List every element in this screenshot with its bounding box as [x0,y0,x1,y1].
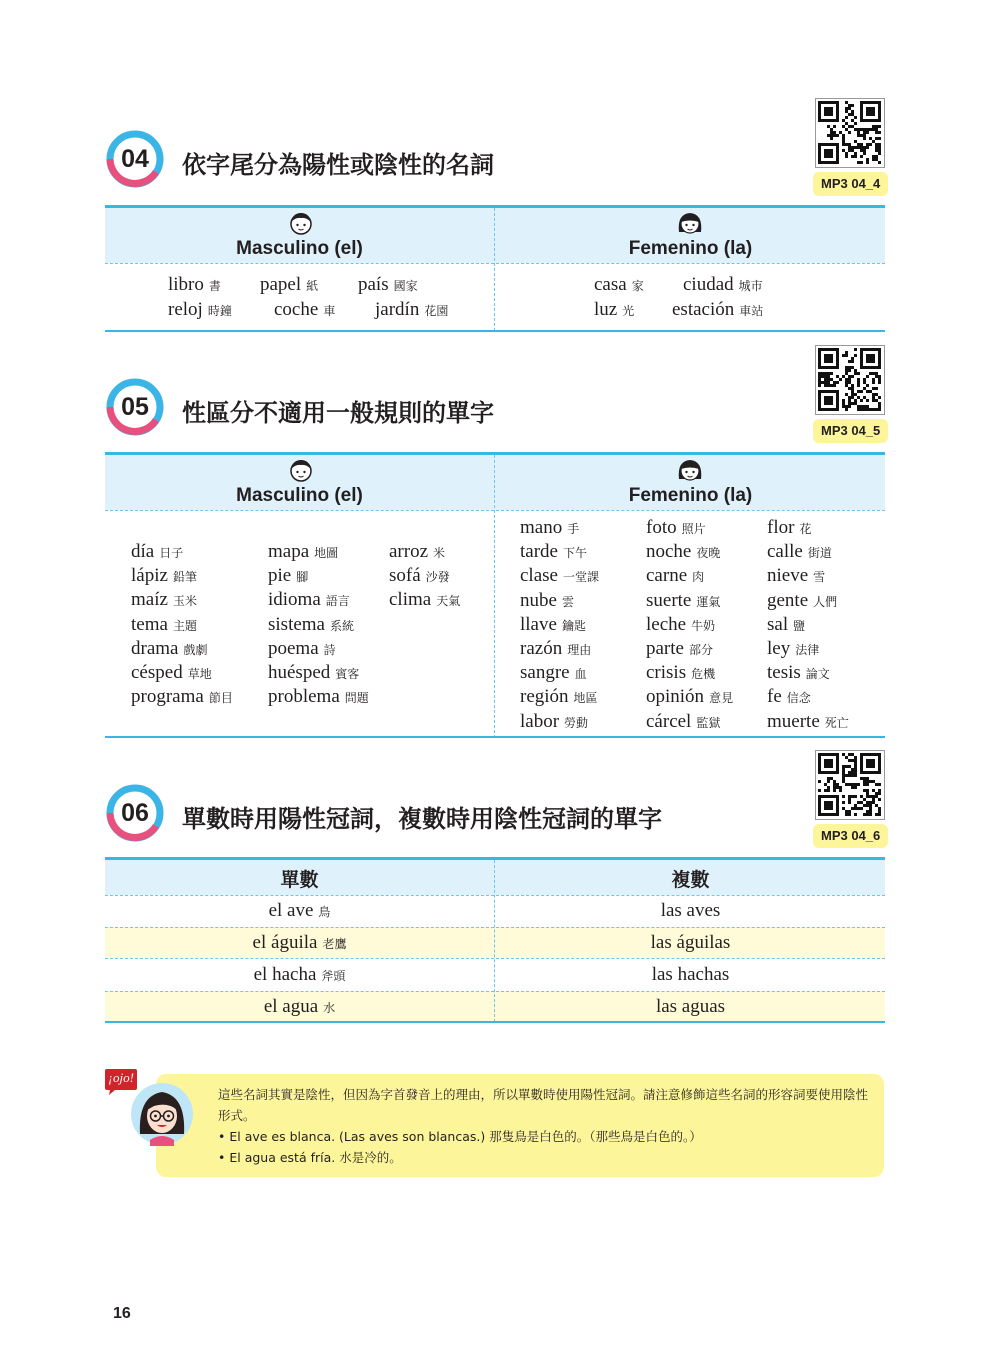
vocab-word [646,711,720,733]
chinese-translation: 手 [567,522,580,536]
vocab-word [520,565,599,587]
chinese-translation: 書 [208,279,221,293]
chinese-translation: 運氣 [696,594,721,609]
spanish-word: opinión [646,686,705,708]
vocab-word [268,662,359,684]
chinese-translation: 街道 [807,546,832,561]
chinese-translation: 紙 [306,279,319,293]
singular-word: el hacha [253,964,317,985]
chinese-translation: 光 [622,304,635,318]
spanish-word: maíz [131,589,168,611]
ojo-label: ¡ojo! [108,1070,134,1085]
column-header-plural: 複數 [671,869,710,891]
vocab-word [131,662,212,684]
spanish-word: cárcel [646,710,692,732]
vocab-word [131,589,197,611]
vocab-word [268,541,338,563]
spanish-word: clima [389,589,432,611]
spanish-word: tesis [767,662,801,684]
plural-cell: las águilas [650,932,731,953]
section-number: 06 [121,799,149,827]
singular-word: el ave [268,900,314,921]
chinese-translation: 車站 [739,304,764,318]
mp3-track-label[interactable]: MP3 04_5 [813,419,888,443]
section-number-badge [106,378,164,436]
vocab-word [268,565,308,587]
column-header-singular: 單數 [280,869,319,891]
spanish-word: carne [646,565,688,587]
vocab-word [767,541,832,563]
chinese-translation: 沙發 [425,570,450,585]
spanish-word: mapa [268,541,310,562]
vocab-word [375,299,448,321]
column-header-feminine: Femenino (la) [628,485,753,506]
qr-code-icon[interactable] [815,750,885,820]
spanish-word: crisis [646,662,687,684]
vocab-word [131,686,233,708]
chinese-translation: 鑰匙 [561,618,586,633]
vocab-word [389,565,450,587]
qr-code-icon[interactable] [815,98,885,168]
chinese-translation: 法律 [795,643,820,657]
spanish-word: ley [767,638,791,659]
chinese-translation: 國家 [393,279,418,293]
boy-face-icon [288,211,314,240]
vocab-word [358,274,418,296]
spanish-word: casa [594,274,627,295]
chinese-translation: 下午 [562,546,587,561]
spanish-word: país [358,274,389,295]
spanish-word: calle [767,541,803,563]
vocab-word [767,614,805,636]
vocab-word [672,299,763,321]
spanish-word: tarde [520,541,558,563]
section-title: 單數時用陽性冠詞，複數時用陰性冠詞的單字 [182,805,662,833]
vocab-word [646,541,720,563]
chinese-translation: 水 [323,1001,336,1015]
chinese-translation: 日子 [159,546,184,560]
chinese-translation: 血 [574,667,587,682]
article-table-06 [105,857,885,1024]
section-number: 05 [121,393,149,421]
vocab-word [646,638,713,660]
chinese-translation: 雲 [561,594,574,609]
singular-word: el agua [263,996,319,1017]
vocab-word [168,299,232,321]
vocab-word [520,711,588,733]
note-example-1: • El ave es blanca. (Las aves son blancas.) 那隻鳥是白色的。（那些鳥是白色的。） [218,1129,702,1144]
singular-cell [105,964,494,986]
spanish-word: sangre [520,662,570,684]
gender-table-04 [105,205,885,333]
vocab-word [260,274,318,296]
teacher-avatar [130,1082,194,1151]
chinese-translation: 花園 [424,304,449,318]
vocab-word [389,541,445,563]
vocab-word [646,614,715,636]
chinese-translation: 理由 [567,643,592,657]
vocab-word [131,541,183,563]
spanish-word: papel [260,274,302,295]
spanish-word: parte [646,638,684,659]
girl-face-icon [675,210,705,241]
spanish-word: fe [767,686,782,708]
chinese-translation: 人們 [813,594,838,609]
spanish-word: lápiz [131,565,168,587]
spanish-word: sofá [389,565,421,587]
chinese-translation: 主題 [172,618,197,633]
vocab-word [767,662,830,684]
chinese-translation: 勞動 [564,715,589,730]
spanish-word: nube [520,589,557,611]
vocab-word [767,517,811,539]
singular-cell [105,900,494,922]
vocab-word [268,589,350,611]
spanish-word: región [520,686,569,708]
boy-face-icon [288,458,314,487]
note-example-2: • El agua está fría. 水是冷的。 [218,1150,402,1165]
qr-code-icon[interactable] [815,345,885,415]
spanish-word: estación [672,299,735,320]
page-number: 16 [113,1305,131,1322]
vocab-word [646,686,733,708]
spanish-word: nieve [767,565,809,587]
girl-face-icon [675,457,705,488]
vocab-word [683,274,763,296]
spanish-word: programa [131,686,204,708]
chinese-translation: 論文 [805,667,830,682]
vocab-word [594,274,644,296]
chinese-translation: 車 [323,304,336,318]
spanish-word: jardín [375,299,420,320]
spanish-word: sal [767,613,789,635]
chinese-translation: 老鷹 [322,937,347,951]
chinese-translation: 系統 [330,618,355,633]
spanish-word: tema [131,613,168,635]
chinese-translation: 斧頭 [321,969,346,983]
column-header-feminine: Femenino (la) [628,238,753,259]
chinese-translation: 花 [799,522,812,536]
chinese-translation: 草地 [187,667,212,681]
vocab-word [646,517,706,539]
spanish-word: foto [646,517,677,538]
spanish-word: problema [268,686,340,708]
vocab-word [131,565,197,587]
column-header-masculine: Masculino (el) [236,485,363,506]
section-title: 依字尾分為陽性或陰性的名詞 [182,151,494,179]
chinese-translation: 語言 [325,594,350,609]
section-number-badge [106,130,164,188]
spanish-word: coche [274,299,319,320]
vocab-word [389,589,460,611]
spanish-word: ciudad [683,274,734,295]
chinese-translation: 一堂課 [562,570,599,585]
spanish-word: llave [520,613,557,635]
spanish-word: césped [131,662,183,683]
vocab-word [520,662,587,684]
spanish-word: labor [520,710,560,732]
chinese-translation: 地區 [573,691,598,706]
chinese-translation: 雪 [813,570,826,585]
vocab-word [646,662,715,684]
vocab-word [520,541,587,563]
spanish-word: pie [268,565,292,587]
spanish-word: drama [131,637,179,659]
note-text [218,1084,873,1168]
chinese-translation: 照片 [681,522,706,536]
spanish-word: día [131,541,155,562]
gender-table-05 [105,452,885,740]
spanish-word: libro [168,274,204,295]
spanish-word: clase [520,565,558,587]
chinese-translation: 天氣 [436,594,461,609]
vocab-word [168,274,221,296]
section-number-badge [106,784,164,842]
vocab-word [520,517,579,539]
chinese-translation: 地圖 [314,546,339,560]
vocab-word [767,590,837,612]
singular-cell [105,996,494,1018]
chinese-translation: 肉 [692,570,705,585]
vocab-word [767,638,819,660]
chinese-translation: 部分 [688,643,713,657]
chinese-translation: 時鐘 [207,304,232,318]
vocab-word [268,614,354,636]
spanish-word: sistema [268,613,325,635]
singular-cell [105,932,494,954]
spanish-word: luz [594,299,618,320]
section-title: 性區分不適用一般規則的單字 [182,399,494,427]
chinese-translation: 鉛筆 [172,570,197,585]
note-explanation: 這些名詞其實是陰性，但因為字首發音上的理由，所以單數時使用陽性冠詞。請注意修飾這些名詞的形容詞要使用陰性形式。 [218,1087,869,1123]
chinese-translation: 牛奶 [691,618,716,633]
chinese-translation: 夜晚 [696,546,721,561]
vocab-word [646,565,704,587]
vocab-word [268,686,369,708]
plural-cell: las hachas [651,964,730,985]
spanish-word: idioma [268,589,321,611]
chinese-translation: 危機 [691,667,716,682]
spanish-word: arroz [389,541,429,562]
vocab-word [646,590,720,612]
plural-cell: las aves [660,900,721,921]
mp3-track-label[interactable]: MP3 04_6 [813,824,888,848]
vocab-word [131,638,208,660]
chinese-translation: 鳥 [318,905,331,919]
spanish-word: muerte [767,710,820,732]
chinese-translation: 賓客 [335,667,360,681]
spanish-word: mano [520,517,563,538]
mp3-track-label[interactable]: MP3 04_4 [813,172,888,196]
spanish-word: flor [767,517,795,538]
chinese-translation: 死亡 [824,715,849,730]
plural-cell: las aguas [655,996,726,1017]
singular-word: el águila [252,932,318,953]
section-number: 04 [121,145,149,173]
spanish-word: suerte [646,589,692,611]
chinese-translation: 節目 [208,691,233,706]
spanish-word: huésped [268,662,331,683]
vocab-word [131,614,197,636]
vocab-word [767,711,849,733]
chinese-translation: 鹽 [793,618,806,633]
vocab-word [520,614,586,636]
vocab-word [268,638,336,660]
vocab-word [520,590,574,612]
chinese-translation: 問題 [344,691,369,706]
spanish-word: gente [767,589,809,611]
column-header-masculine: Masculino (el) [236,238,363,259]
vocab-word [520,638,591,660]
chinese-translation: 監獄 [696,715,721,730]
vocab-word [767,686,811,708]
chinese-translation: 信念 [786,691,811,706]
chinese-translation: 城市 [738,279,763,293]
chinese-translation: 詩 [323,642,336,657]
spanish-word: razón [520,638,563,659]
spanish-word: leche [646,613,687,635]
chinese-translation: 腳 [296,570,309,585]
chinese-translation: 米 [433,546,446,560]
chinese-translation: 家 [631,279,644,293]
vocab-word [274,299,335,321]
spanish-word: noche [646,541,692,563]
spanish-word: reloj [168,299,203,320]
vocab-word [594,299,634,321]
chinese-translation: 玉米 [172,594,197,609]
spanish-word: poema [268,637,319,659]
chinese-translation: 意見 [709,691,734,706]
vocab-word [520,686,598,708]
vocab-word [767,565,825,587]
chinese-translation: 戲劇 [183,642,208,657]
